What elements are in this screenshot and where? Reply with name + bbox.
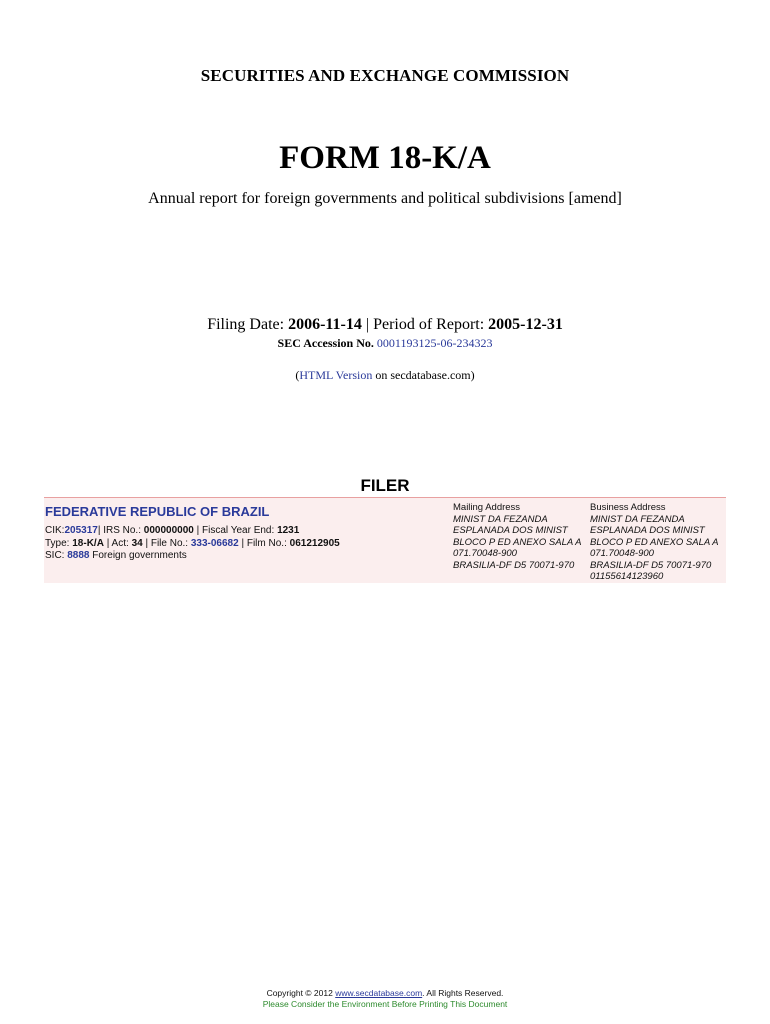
filing-date-label: Filing Date: — [207, 316, 285, 333]
cik-label: CIK: — [45, 525, 65, 536]
accession-line — [0, 336, 770, 351]
mailing-address — [453, 502, 581, 571]
mailing-address-line: MINIST DA FEZANDA — [453, 513, 548, 525]
cik-line — [45, 525, 299, 536]
mailing-address-line: BLOCO P ED ANEXO SALA A — [453, 536, 582, 548]
copyright-notice — [0, 988, 770, 998]
film-label: | Film No.: — [241, 538, 287, 549]
type-label: Type: — [45, 538, 70, 549]
business-address-line: MINIST DA FEZANDA — [590, 513, 685, 525]
irs-label: | IRS No.: — [97, 525, 141, 536]
sic-label: SIC: — [45, 550, 65, 561]
act-label: | Act: — [106, 538, 129, 549]
mailing-address-line: BRASILIA-DF D5 70071-970 — [453, 559, 575, 571]
copyright-prefix: Copyright © 2012 — [266, 988, 333, 998]
filer-heading: FILER — [360, 476, 410, 495]
fye-label: | Fiscal Year End: — [196, 525, 275, 536]
type-value: 18-K/A — [72, 538, 104, 549]
act-value: 34 — [131, 538, 143, 549]
period-value: 2005-12-31 — [488, 316, 563, 333]
html-version-line — [0, 368, 770, 383]
cik-link[interactable]: 205317 — [64, 525, 98, 536]
period-label: Period of Report: — [373, 316, 485, 333]
form-title: FORM 18-K/A — [279, 140, 491, 176]
secdatabase-link[interactable]: www.secdatabase.com — [335, 988, 423, 998]
sic-link[interactable]: 8888 — [67, 550, 90, 561]
fye-value: 1231 — [277, 525, 300, 536]
sic-description: Foreign governments — [92, 550, 187, 561]
type-line — [45, 538, 340, 549]
business-address-line: 071.70048-900 — [590, 548, 654, 559]
mailing-address-line: ESPLANADA DOS MINIST — [453, 525, 568, 536]
business-address-line: 01155614123960 — [590, 571, 664, 582]
irs-value: 000000000 — [143, 525, 194, 536]
business-address-line: BLOCO P ED ANEXO SALA A — [590, 536, 719, 548]
mailing-address-title: Mailing Address — [453, 502, 521, 513]
business-address-line: ESPLANADA DOS MINIST — [590, 525, 705, 536]
html-version-suffix: on secdatabase.com) — [375, 368, 475, 382]
agency-title: SECURITIES AND EXCHANGE COMMISSION — [200, 66, 570, 85]
mailing-address-line: 071.70048-900 — [453, 548, 517, 559]
sic-line — [45, 550, 187, 561]
separator: | — [365, 316, 370, 333]
accession-number-link[interactable]: 0001193125-06-234323 — [376, 336, 493, 350]
form-description: Annual report for foreign governments and political subdivisions [amend] — [148, 190, 622, 207]
environment-note: Please Consider the Environment Before Printing This Document — [262, 999, 508, 1009]
html-version-open: ( — [295, 368, 300, 382]
company-name: FEDERATIVE REPUBLIC OF BRAZIL — [45, 504, 270, 519]
film-value: 061212905 — [289, 538, 340, 549]
copyright-suffix: . All Rights Reserved. — [422, 988, 504, 998]
file-label: | File No.: — [145, 538, 189, 549]
accession-label: SEC Accession No. — [277, 336, 374, 350]
business-address-title: Business Address — [590, 502, 666, 513]
file-number-link[interactable]: 333-06682 — [190, 538, 239, 549]
business-address-line: BRASILIA-DF D5 70071-970 — [590, 559, 712, 571]
business-address — [590, 502, 718, 583]
html-version-link[interactable]: HTML Version — [299, 368, 373, 382]
filing-dates-line — [0, 316, 770, 334]
filing-date-value: 2006-11-14 — [288, 316, 362, 333]
